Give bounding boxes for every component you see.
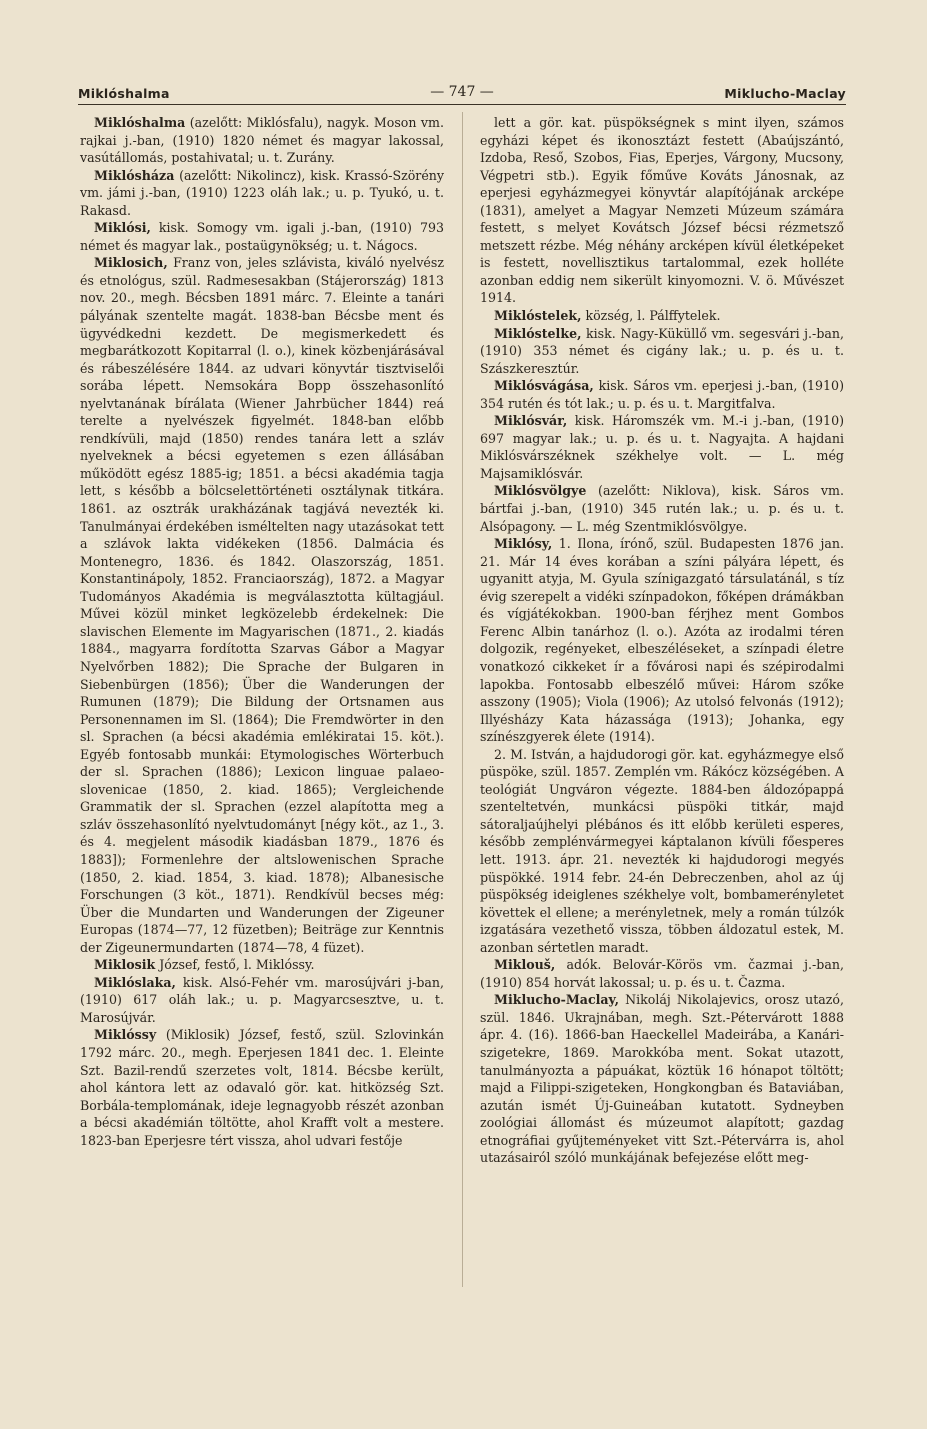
entry-text: kisk. Sáros vm. eperjesi j.-ban, (1910) 354 rutén és tót lak.; u. p. és u. t. Margitfalva. xyxy=(480,378,844,411)
dictionary-entry xyxy=(480,535,844,746)
entry-text: adók. Belovár-Körös vm. čazmai j.-ban, (1910) 854 horvát lakossal; u. p. és u. t. Čazma. xyxy=(480,957,844,990)
dictionary-entry xyxy=(80,167,444,220)
dictionary-entry xyxy=(80,974,444,1027)
entry-text: (azelőtt: Niklova), kisk. Sáros vm. bártfai j.-ban, (1910) 345 rutén lak.; u. p. és u. t. Alsópagony. — L. még Szentmiklósvölgye. xyxy=(480,483,844,534)
left-column xyxy=(80,114,444,1149)
entry-text: kisk. Alsó-Fehér vm. marosújvári j-ban, (1910) 617 oláh lak.; u. p. Magyarcsesztve, u. t. Marosújvár. xyxy=(80,974,444,1025)
entry-text: Nikoláj Nikolajevics, orosz utazó, szül. 1846. Ukrajnában, megh. Szt.-Pétervárott 1888 ápr. 4. (16). 1866-ban Haeckellel Madeirába, a Kanári-szigetekre, 1869. Marokkóba ment. Sokat utazott, tanulmányozta a pápuákat, köztük 16 hónapot töltött; majd a Filippi-szigeteken, Hongkongban és Bataviában, azután ismét Új-Guineában kutatott. Sydneyben zoológiai állomást és múzeumot alapított; gazdag etnográfiai gyűjteményeket vitt Szt.-Pétervárra is, ahol utazásairól szóló munkájának befejezése előtt meg- xyxy=(480,992,844,1166)
dictionary-entry xyxy=(480,412,844,482)
entry-headword: Miklouš, xyxy=(494,957,556,973)
entry-text: (azelőtt: Nikolincz), kisk. Krassó-Szörény vm. jámi j.-ban, (1910) 1223 oláh lak.; u. p. Tyukó, u. t. Rakasd. xyxy=(80,167,444,218)
entry-headword: Miklosich, xyxy=(94,255,168,271)
entry-text: Franz von, jeles szlávista, kiváló nyelvész és etnológus, szül. Radmesesakban (Stájerország) 1813 nov. 20., megh. Bécsben 1891 márc. 7. Eleinte a tanári pályának szentelte magát. 1838-ban Bécsbe ment és ügyvédkedni kezdett. De megismerkedett és megbarátkozott Kopitarral (l. o.), kinek közbenjárásával és rábeszélésére 1844. az udvari könyvtár tisztviselői sorába lépett. Nemsokára Bopp összehasonlító nyelvtanának bírálata (Wiener Jahrbücher 1844) reá terelte a nyelvészek figyelmét. 1848-ban előbb rendkívüli, majd (1850) rendes tanára lett a szláv nyelveknek a bécsi egyetemen s ezen állásában működött egész 1885-ig; 1851. a bécsi akadémia tagja lett, s később a bölcselettörténeti osztálynak titkára. 1861. az osztrák urakházának tagjává nevezték ki. Tanulmányai érdekében isméltelten nagy utazásokat tett a szlávok lakta vidékeken (1856. Dalmácia és Montenegro, 1836. és 1842. Olaszország, 1851. Konstantinápoly, 1852. Franciaország), 1872. a Magyar Tudományos Akadémia is megválasztotta kültagjául. Művei közül minket legközelebb érdekelnek: Die slavischen Elemente im Magyarischen (1871., 2. kiadás 1884., magyarra fordította Szarvas Gábor a Magyar Nyelvőrben 1882); Die Sprache der Bulgaren in Siebenbürgen (1856); Über die Wanderungen der Rumunen (1879); Die Bildung der Ortsnamen aus Personennamen im Sl. (1864); Die Fremdwörter in den sl. Sprachen (a bécsi akadémia emlékiratai 15. köt.). Egyéb fontosabb munkái: Etymologisches Wörterbuch der sl. Sprachen (1886); Lexicon linguae palaeo-slovenicae (1850, 2. kiad. 1865); Vergleichende Grammatik der sl. Sprachen (ezzel alapította meg a szláv összehasonlító nyelvtudományt [négy köt., az 1., 3. és 4. megjelent második kiadásban 1879., 1876 és 1883]); Formenlehre der altslowenischen Sprache (1850, 2. kiad. 1854, 3. kiad. 1878); Albanesische Forschungen (3 köt., 1871). Rendkívül becses még: Über die Mundarten und Wanderungen der Zigeuner Europas (1874—77, 12 füzetben); Beiträge zur Kenntnis der Zigeunermundarten (1874—78, 4 füzet). xyxy=(80,255,444,955)
dictionary-entry xyxy=(480,482,844,535)
header-left-word: Miklóshalma xyxy=(78,86,170,101)
entry-text: kisk. Somogy vm. igali j.-ban, (1910) 793 német és magyar lak., postaügynökség; u. t. Nágocs. xyxy=(80,220,444,253)
dictionary-entry xyxy=(480,114,844,307)
entry-headword: Miklósy, xyxy=(494,536,553,552)
entry-headword: Miklosik xyxy=(94,957,156,973)
entry-text: 1. Ilona, írónő, szül. Budapesten 1876 jan. 21. Már 14 éves korában a színi pályára lépett, és ugyanitt atyja, M. Gyula színigazgató társulatánál, s tíz évig szerepelt a vidéki színpadokon, főképen drámákban és vígjátékokban. 1900-ban férjhez ment Gombos Ferenc Albin tanárhoz (l. o.). Azóta az irodalmi téren dolgozik, regényeket, elbeszéléseket, a színpadi életre vonatkozó cikkeket ír a fővárosi napi és szépirodalmi lapokba. Fontosabb elbeszélő művei: Három szőke asszony (1905); Viola (1906); Az utolsó felvonás (1912); Illyésházy Kata házassága (1913); Johanka, egy színészgyerek élete (1914). xyxy=(480,536,844,745)
dictionary-entry xyxy=(80,219,444,254)
entry-headword: Miklóssy xyxy=(94,1027,157,1043)
dictionary-entry xyxy=(480,956,844,991)
entry-headword: Miklósháza xyxy=(94,167,175,183)
entry-text: (azelőtt: Miklósfalu), nagyk. Moson vm. rajkai j.-ban, (1910) 1820 német és magyar lakossal, vasútállomás, postahivatal; u. t. Zurány. xyxy=(80,115,444,166)
entry-headword: Miklósvágása, xyxy=(494,378,594,394)
entry-headword: Miklósvölgye xyxy=(494,483,587,499)
header-right-word: Miklucho-Maclay xyxy=(724,86,846,101)
dictionary-entry xyxy=(480,307,844,325)
dictionary-entry xyxy=(80,1026,444,1149)
entry-text: 2. M. István, a hajdudorogi gör. kat. egyházmegye első püspöke, szül. 1857. Zemplén vm. Rákócz községében. A teológiát Ungváron végezte. 1884-ben áldozópappá szenteltetvén, munkácsi püspöki titkár, majd sátoraljaújhelyi plébános és itt előbb kerületi esperes, később zemplénvármegyei káptalanon kívüli főesperes lett. 1913. ápr. 21. nevezték ki hajdudorogi megyés püspökké. 1914 febr. 24-én Debreczenben, ahol az új püspökség ideiglenes székhelye volt, bombamerényletet követtek el ellene; a merényletnek, mely a román túlzók izgatására vezethető vissza, többen áldozatul estek, M. azonban sértetlen maradt. xyxy=(480,746,844,955)
dictionary-entry xyxy=(480,991,844,1166)
entry-text: kisk. Háromszék vm. M.-i j.-ban, (1910) 697 magyar lak.; u. p. és u. t. Nagyajta. A hajdani Miklósvárszéknek székhelye volt. — L. még Majsamiklósvár. xyxy=(480,413,844,481)
dictionary-entry xyxy=(80,254,444,956)
entry-headword: Miklóslaka, xyxy=(94,974,176,990)
page-number: — 747 — xyxy=(430,84,494,100)
entry-headword: Miklóshalma xyxy=(94,115,186,130)
entry-text: kisk. Nagy-Küküllő vm. segesvári j.-ban, (1910) 353 német és cigány lak.; u. p. és u. t. Szászkeresztúr. xyxy=(480,325,844,376)
entry-headword: Miklucho-Maclay, xyxy=(494,992,620,1008)
entry-headword: Miklósi, xyxy=(94,220,151,236)
entry-headword: Miklóstelek, xyxy=(494,308,582,324)
entry-text: (Miklosik) József, festő, szül. Szlovinkán 1792 márc. 20., megh. Eperjesen 1841 dec. 1. Eleinte Szt. Bazil-rendű szerzetes volt, 1814. Bécsbe került, ahol kántora lett az odavaló gör. kat. hitközség Szt. Borbála-templomának, ideje legnagyobb részét azonban a bécsi akadémián töltötte, ahol Krafft volt a mestere. 1823-ban Eperjesre tért vissza, ahol udvari festője xyxy=(80,1027,444,1148)
dictionary-entry xyxy=(480,325,844,378)
entry-text: község, l. Pálffytelek. xyxy=(581,308,721,324)
column-divider xyxy=(462,112,463,1287)
entry-text: lett a gör. kat. püspökségnek s mint ilyen, számos egyházi képet és ikonosztázt festett (Abaújszántó, Izdoba, Reső, Szobos, Fias, Eperjes, Várgony, Mucsony, Végpetri stb.). Egyik főműve Kováts Jánosnak, az eperjesi egyházmegyei könyvtár alapítójának arcképe (1831), amelyet a Magyar Nemzeti Múzeum számára festett, s melyet Kovátsch József bécsi rézmetsző metszett rézbe. Még néhány arcképen kívül életképeket is festett, novellisztikus tartalommal, ezek holléte azonban eddig nem sikerült kinyomozni. V. ö. Művészet 1914. xyxy=(480,115,844,306)
dictionary-entry xyxy=(480,377,844,412)
dictionary-entry xyxy=(80,114,444,167)
entry-text: József, festő, l. Miklóssy. xyxy=(155,957,315,973)
dictionary-entry xyxy=(80,956,444,974)
right-column xyxy=(480,114,844,1167)
entry-headword: Miklósvár, xyxy=(494,413,568,429)
dictionary-entry xyxy=(480,746,844,957)
running-header xyxy=(78,82,846,105)
entry-headword: Miklóstelke, xyxy=(494,325,582,341)
